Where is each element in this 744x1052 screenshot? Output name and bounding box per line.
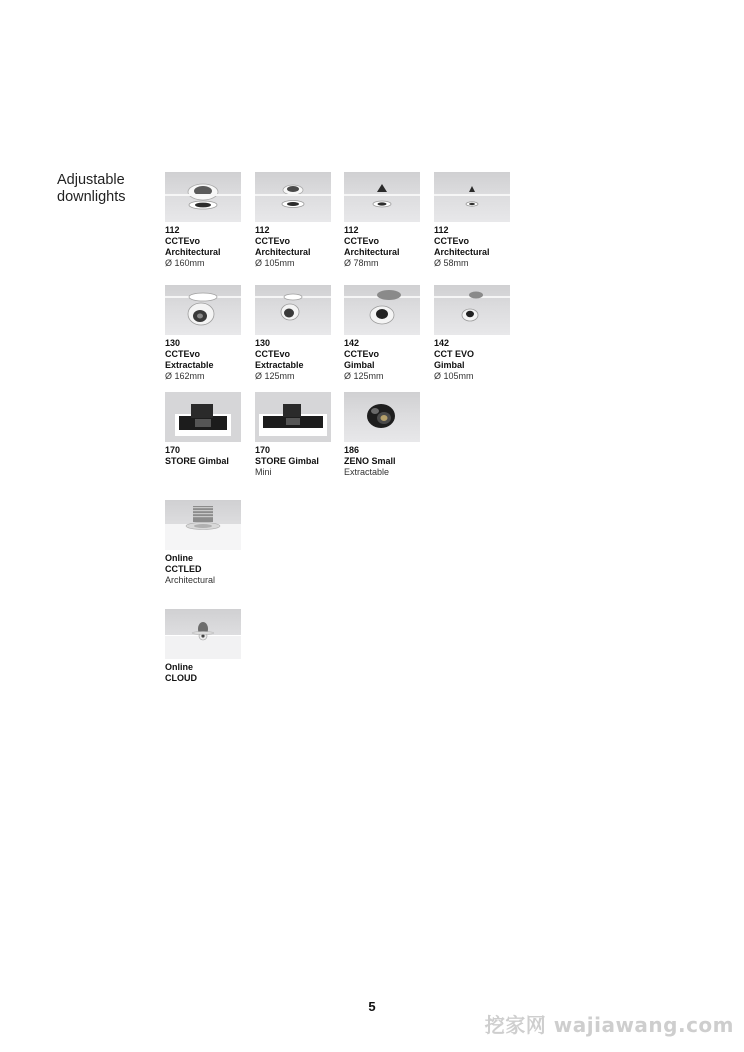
product-card[interactable] — [255, 172, 331, 269]
product-caption — [165, 338, 241, 382]
product-size: Ø 78mm — [344, 258, 379, 268]
product-image — [344, 392, 420, 442]
product-caption — [255, 338, 331, 382]
product-code: 186 — [344, 445, 360, 455]
product-image — [165, 500, 241, 550]
product-type: Extractable — [165, 360, 214, 370]
product-name: CCTEvo — [434, 236, 470, 246]
product-size: Ø 58mm — [434, 258, 469, 268]
product-type: Gimbal — [344, 360, 375, 370]
product-size: Ø 105mm — [434, 371, 474, 381]
product-size: Ø 125mm — [255, 371, 295, 381]
product-caption — [255, 445, 331, 478]
product-card[interactable] — [255, 392, 331, 478]
product-code: Online — [165, 662, 194, 672]
product-name: ZENO Small — [344, 456, 396, 466]
product-card[interactable] — [165, 609, 241, 684]
product-type: Architectural — [165, 247, 221, 257]
product-image — [165, 609, 241, 659]
product-card[interactable] — [165, 392, 241, 467]
product-card[interactable] — [165, 285, 241, 382]
product-caption — [165, 662, 241, 684]
product-code: 142 — [344, 338, 360, 348]
product-name: STORE Gimbal — [165, 456, 229, 466]
product-caption — [434, 338, 510, 382]
section-title-line-2: downlights — [57, 189, 126, 205]
product-image — [434, 172, 510, 222]
product-image — [344, 285, 420, 335]
product-size: Ø 105mm — [255, 258, 295, 268]
section-title — [57, 172, 126, 206]
product-name: CLOUD — [165, 673, 197, 683]
product-caption — [165, 553, 241, 586]
product-image — [344, 172, 420, 222]
product-name: CCT EVO — [434, 349, 475, 359]
product-code: 112 — [434, 225, 449, 235]
product-code: 170 — [165, 445, 181, 455]
product-image — [434, 285, 510, 335]
product-caption — [434, 225, 510, 269]
product-size: Ø 160mm — [165, 258, 205, 268]
product-name: CCTEvo — [255, 349, 291, 359]
product-name: CCTLED — [165, 564, 202, 574]
product-caption — [165, 445, 241, 467]
product-card[interactable] — [165, 172, 241, 269]
page-number: 5 — [368, 999, 376, 1014]
product-type: Architectural — [344, 247, 400, 257]
product-caption — [165, 225, 241, 269]
product-card[interactable] — [434, 285, 510, 382]
product-type: Architectural — [255, 247, 311, 257]
product-name: CCTEvo — [165, 236, 201, 246]
product-card[interactable] — [344, 392, 420, 478]
product-code: 112 — [255, 225, 270, 235]
product-code: 130 — [255, 338, 271, 348]
product-caption — [344, 338, 420, 382]
product-card[interactable] — [165, 500, 241, 586]
product-caption — [255, 225, 331, 269]
product-code: 130 — [165, 338, 181, 348]
section-title-line-1: Adjustable — [57, 172, 125, 188]
product-caption — [344, 225, 420, 269]
product-type: Gimbal — [434, 360, 465, 370]
product-code: 142 — [434, 338, 450, 348]
product-type: Architectural — [165, 575, 216, 585]
product-type: Extractable — [255, 360, 304, 370]
product-code: 112 — [344, 225, 359, 235]
product-image — [165, 285, 241, 335]
product-name: CCTEvo — [344, 349, 380, 359]
product-image — [255, 285, 331, 335]
product-card[interactable] — [255, 285, 331, 382]
product-image — [165, 392, 241, 442]
product-image — [165, 172, 241, 222]
product-image — [255, 392, 331, 442]
product-code: Online — [165, 553, 194, 563]
product-code: 170 — [255, 445, 271, 455]
product-size: Ø 162mm — [165, 371, 205, 381]
product-name: CCTEvo — [255, 236, 291, 246]
product-size: Ø 125mm — [344, 371, 384, 381]
product-type: Mini — [255, 467, 272, 477]
product-name: STORE Gimbal — [255, 456, 319, 466]
product-code: 112 — [165, 225, 180, 235]
product-name: CCTEvo — [344, 236, 380, 246]
product-caption — [344, 445, 420, 478]
product-card[interactable] — [344, 285, 420, 382]
product-card[interactable] — [344, 172, 420, 269]
product-type: Architectural — [434, 247, 490, 257]
product-type: Extractable — [344, 467, 390, 477]
product-card[interactable] — [434, 172, 510, 269]
product-image — [255, 172, 331, 222]
watermark: 挖家网 wajiawang.com — [484, 1013, 734, 1037]
product-name: CCTEvo — [165, 349, 201, 359]
